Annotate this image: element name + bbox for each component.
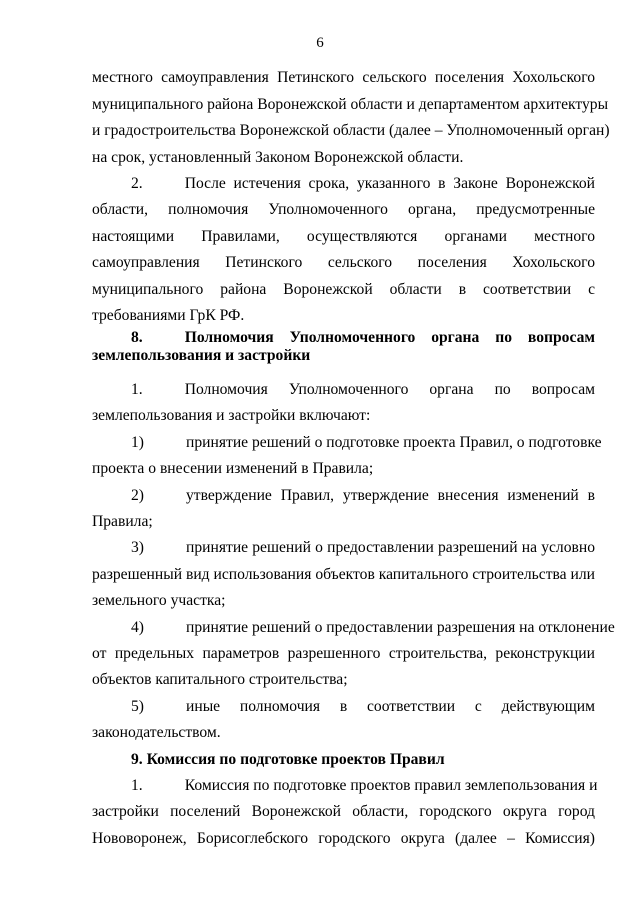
text-line: землепользования и застройки включают: xyxy=(92,407,371,424)
item-marker: 4) xyxy=(131,619,144,636)
numbered-paragraph-start: 2. После истечения срока, указанного в Законе Воронежской xyxy=(131,175,595,192)
section-heading: 8. Полномочия Уполномоченного органа по вопросам xyxy=(131,329,595,346)
list-item-start: 1) принятие решений о подготовке проекта Правил, о подготовке xyxy=(131,434,602,451)
list-item-start: 2) утверждение Правил, утверждение внесения изменений в xyxy=(131,487,595,504)
text-line: самоуправления Петинского сельского поселения Хохольского xyxy=(92,254,595,271)
numbered-paragraph-start: 1. Комиссия по подготовке проектов правил землепользования и xyxy=(131,777,598,794)
list-item-start: 5) иные полномочия в соответствии с действующим xyxy=(131,698,595,715)
page-number: 6 xyxy=(316,35,324,51)
text-line: объектов капитального строительства; xyxy=(92,671,348,688)
list-item-start: 3) принятие решений о предоставлении разрешений на условно xyxy=(131,539,595,556)
text-line: области, полномочия Уполномоченного органа, предусмотренные xyxy=(92,201,595,218)
text-line: разрешенный вид использования объектов капитального строительства или xyxy=(92,566,595,583)
item-marker: 3) xyxy=(131,539,144,556)
text-line: Нововоронеж, Борисоглебского городского округа (далее – Комиссия) xyxy=(92,830,595,847)
item-marker: 1. xyxy=(131,381,143,398)
text-line: законодательством. xyxy=(92,724,221,741)
list-item-start: 4) принятие решений о предоставлении разрешения на отклонение xyxy=(131,619,615,636)
text-line: застройки поселений Воронежской области, городского округа город xyxy=(92,803,595,820)
section-heading-cont: землепользования и застройки xyxy=(92,347,311,364)
text-line: настоящими Правилами, осуществляются органами местного xyxy=(92,228,595,245)
text-line: от предельных параметров разрешенного строительства, реконструкции xyxy=(92,645,595,662)
text-line: местного самоуправления Петинского сельского поселения Хохольского xyxy=(92,69,595,86)
item-marker: 1. xyxy=(131,777,143,794)
numbered-paragraph-start: 1. Полномочия Уполномоченного органа по вопросам xyxy=(131,381,595,398)
section-number: 8. xyxy=(131,329,143,346)
text-line: муниципального района Воронежской области и департаментом архитектуры xyxy=(92,96,609,113)
text-line: и градостроительства Воронежской области (далее – Уполномоченный орган) xyxy=(92,122,610,139)
item-marker: 5) xyxy=(131,698,144,715)
item-marker: 2. xyxy=(131,175,143,192)
item-marker: 2) xyxy=(131,487,144,504)
text-line: требованиями ГрК РФ. xyxy=(92,307,245,324)
text-line: земельного участка; xyxy=(92,592,226,609)
text-line: проекта о внесении изменений в Правила; xyxy=(92,460,374,477)
item-marker: 1) xyxy=(131,434,144,451)
text-line: на срок, установленный Законом Воронежской области. xyxy=(92,149,464,166)
text-line: муниципального района Воронежской области в соответствии с xyxy=(92,281,595,298)
section-heading: 9. Комиссия по подготовке проектов Правил xyxy=(131,751,445,768)
text-line: Правила; xyxy=(92,513,153,530)
